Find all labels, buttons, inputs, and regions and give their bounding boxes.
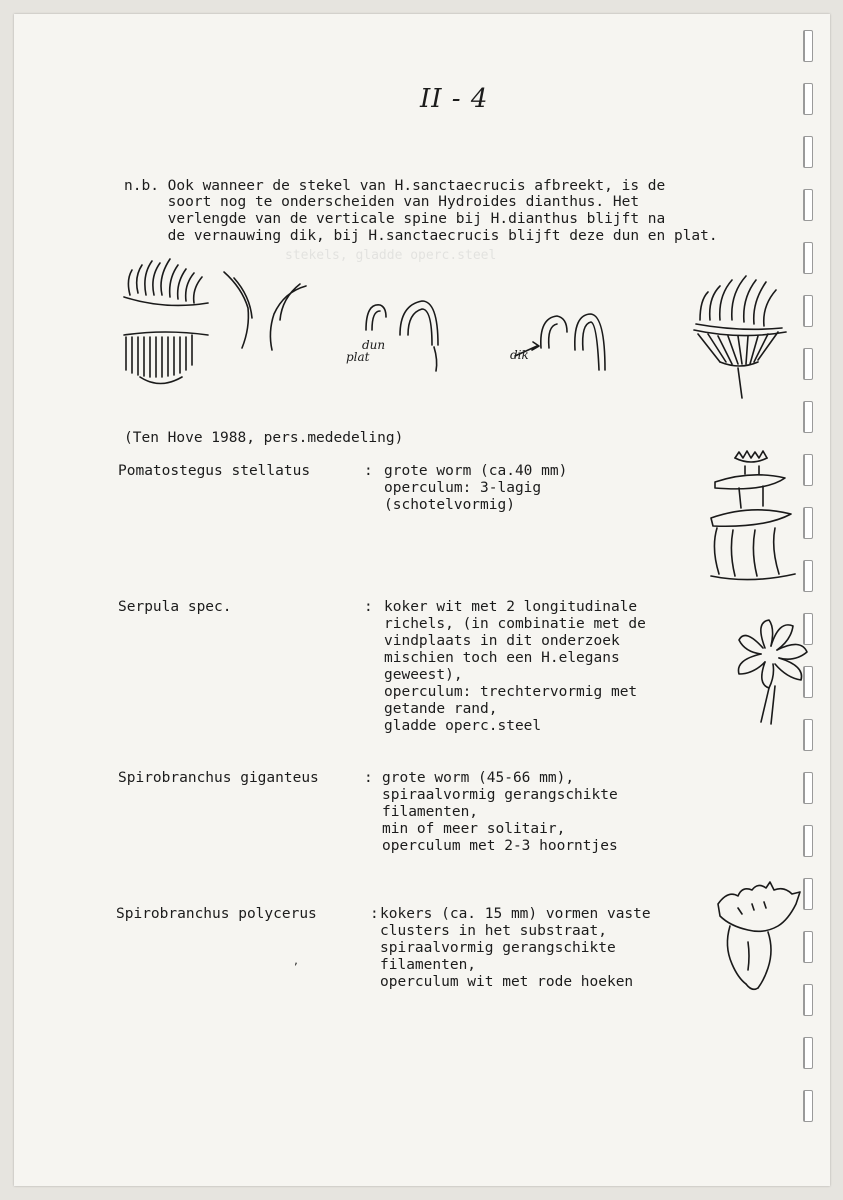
entry-desc-line: operculum met 2-3 hoorntjes (382, 838, 618, 854)
binding-ring (803, 348, 813, 380)
entry-separator: : (364, 770, 373, 786)
spirobranchus-polycerus-sketch (708, 880, 803, 1000)
spine-sketch (220, 268, 310, 358)
note-line-4: de vernauwing dik, bij H.sanctaecrucis blijft deze dun en plat. (124, 228, 718, 244)
entry-desc-line: grote worm (ca.40 mm) (384, 463, 568, 479)
binding-ring (803, 825, 813, 857)
entry-desc-line: filamenten, (382, 804, 479, 820)
entry-desc-line: spiraalvormig gerangschikte (382, 787, 618, 803)
citation: (Ten Hove 1988, pers.mededeling) (124, 430, 404, 446)
operculum-sketch-right (690, 270, 790, 405)
entry-desc-line: min of meer solitair, (382, 821, 566, 837)
binding-ring (803, 30, 813, 62)
entry-desc-line: spiraalvormig gerangschikte (380, 940, 616, 956)
bleed-through: stekels, gladde operc.steel (285, 248, 497, 263)
binding-ring (803, 1090, 813, 1122)
binding-ring (803, 878, 813, 910)
label-dik: dik (510, 348, 529, 362)
entry-desc-line: gladde operc.steel (384, 718, 542, 734)
entry-desc-line: mischien toch een H.elegans (384, 650, 620, 666)
entry-desc-line: kokers (ca. 15 mm) vormen vaste (380, 906, 651, 922)
entry-desc-line: filamenten, (380, 957, 477, 973)
entry-species-serpula: Serpula spec. (118, 599, 232, 615)
page-number: II - 4 (420, 84, 489, 114)
serpula-sketch (735, 618, 810, 728)
binding-ring (803, 401, 813, 433)
entry-separator: : (364, 463, 373, 479)
stray-mark: , (293, 956, 300, 967)
label-plat: plat (346, 350, 370, 364)
entry-species-spirobranchus-giganteus: Spirobranchus giganteus (118, 770, 319, 786)
binding-ring (803, 295, 813, 327)
entry-separator: : (370, 906, 379, 922)
binding-ring (803, 772, 813, 804)
entry-desc-line: geweest), (384, 667, 463, 683)
entry-species-spirobranchus-polycerus: Spirobranchus polycerus (116, 906, 317, 922)
entry-desc-line: koker wit met 2 longitudinale (384, 599, 638, 615)
spiral-binding (803, 30, 819, 1150)
entry-species-pomatostegus: Pomatostegus stellatus (118, 463, 311, 479)
binding-ring (803, 984, 813, 1016)
binding-ring (803, 136, 813, 168)
entry-desc-line: vindplaats in dit onderzoek (384, 633, 620, 649)
entry-desc-line: operculum: 3-lagig (384, 480, 542, 496)
note-line-3: verlengde van de verticale spine bij H.dianthus blijft na (124, 211, 666, 227)
binding-ring (803, 83, 813, 115)
binding-ring (803, 1037, 813, 1069)
label-dun: dun (362, 338, 386, 352)
binding-ring (803, 507, 813, 539)
entry-desc-line: (schotelvormig) (384, 497, 515, 513)
entry-desc-line: clusters in het substraat, (380, 923, 607, 939)
binding-ring (803, 189, 813, 221)
binding-ring (803, 454, 813, 486)
binding-ring (803, 242, 813, 274)
pomatostegus-sketch (705, 448, 800, 583)
entry-separator: : (364, 599, 373, 615)
operculum-sketch-left (120, 255, 215, 395)
entry-desc-line: richels, (in combinatie met de (384, 616, 646, 632)
entry-desc-line: operculum wit met rode hoeken (380, 974, 634, 990)
entry-desc-line: grote worm (45-66 mm), (382, 770, 575, 786)
binding-ring (803, 931, 813, 963)
binding-ring (803, 560, 813, 592)
entry-desc-line: operculum: trechtervormig met (384, 684, 638, 700)
entry-desc-line: getande rand, (384, 701, 498, 717)
note-line-2: soort nog te onderscheiden van Hydroides dianthus. Het (124, 194, 640, 210)
note-line-1: n.b. Ook wanneer de stekel van H.sanctaecrucis afbreekt, is de (124, 178, 666, 194)
